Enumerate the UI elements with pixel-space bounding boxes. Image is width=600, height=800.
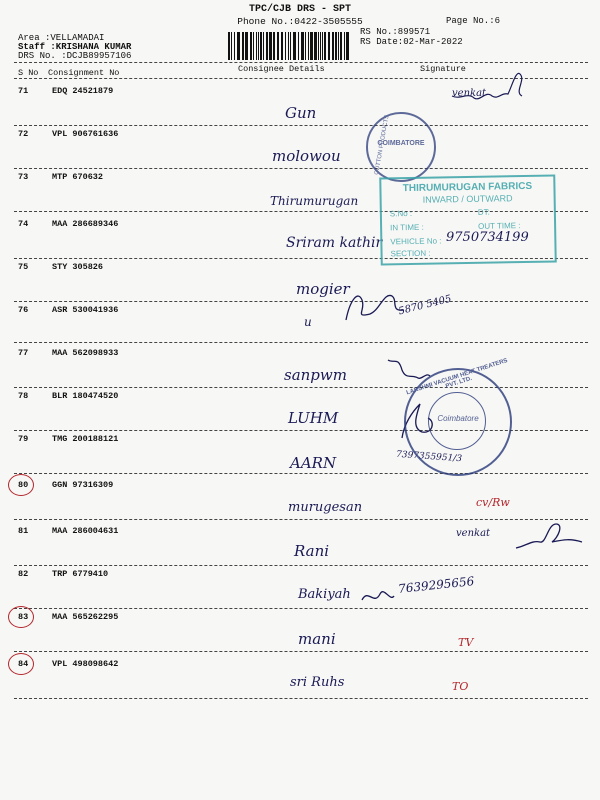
row-divider — [14, 565, 588, 566]
row-consignee-name: AARN — [290, 454, 337, 472]
row-consignment: MAA 562098933 — [52, 348, 119, 358]
round-stamp-lakshmi — [404, 357, 512, 476]
row-consignment: MAA 286004631 — [52, 526, 119, 536]
row-sno: 71 — [18, 86, 29, 96]
area-label: Area :VELLAMADAI — [18, 33, 105, 43]
barcode-bar — [298, 32, 299, 60]
stamp-ring-text: LAKSHMI VACUUM HEAT TREATERS PVT. LTD. — [405, 357, 509, 397]
stamp-field-out: OUT TIME : — [478, 221, 521, 231]
row-divider — [14, 698, 588, 699]
row-sno: 83 — [18, 612, 29, 622]
row-divider — [14, 387, 588, 388]
col-signature: Signature — [420, 64, 466, 74]
row-consignment: MTP 670632 — [52, 172, 104, 182]
handwritten-phone: 7397355951/3 — [395, 449, 463, 465]
signature-mark — [450, 66, 530, 108]
fabrics-inward-stamp — [379, 174, 557, 265]
row-sno: 84 — [18, 659, 29, 669]
barcode-bar — [310, 32, 313, 60]
handwritten-phone: 9750734199 — [446, 230, 529, 245]
row-consignment: VPL 498098642 — [52, 659, 119, 669]
row-sno: 76 — [18, 305, 29, 315]
barcode-bar — [245, 32, 248, 60]
rs-date: RS Date:02-Mar-2022 — [360, 37, 463, 47]
barcode-bar — [281, 32, 283, 60]
stamp-field-vehicle: VEHICLE No : — [390, 236, 442, 247]
barcode-bar — [328, 32, 330, 60]
signature-scribble — [450, 66, 530, 108]
barcode-bar — [318, 32, 319, 60]
document-title: TPC/CJB DRS - SPT — [248, 4, 352, 15]
barcode-bar — [258, 32, 259, 60]
row-consignment: ASR 530041936 — [52, 305, 119, 315]
barcode — [226, 32, 352, 60]
barcode-bar — [338, 32, 339, 60]
stamp-city: Coimbatore — [437, 414, 479, 423]
row-sno: 74 — [18, 219, 29, 229]
barcode-bar — [305, 32, 306, 60]
row-divider — [14, 342, 588, 343]
barcode-bar — [263, 32, 264, 60]
row-consignee-name: Rani — [294, 542, 330, 560]
signature-mark — [512, 518, 584, 558]
drs-number: DRS No. :DCJB89957106 — [18, 51, 132, 61]
handwritten-note: TO — [452, 680, 469, 693]
row-consignee-name: u — [304, 315, 312, 329]
row-consignee-name: Gun — [285, 104, 317, 122]
row-consignment: GGN 97316309 — [52, 480, 114, 490]
barcode-bar — [242, 32, 244, 60]
row-consignment: STY 305826 — [52, 262, 104, 272]
row-sno: 82 — [18, 569, 29, 579]
row-consignment: TMG 200188121 — [52, 434, 119, 444]
barcode-bar — [253, 32, 254, 60]
row-consignment: MAA 286689346 — [52, 219, 119, 229]
row-consignee-name: Thirumurugan — [270, 194, 359, 208]
barcode-bar — [308, 32, 309, 60]
row-consignee-name: LUHM — [288, 409, 339, 427]
barcode-bar — [322, 32, 323, 60]
stamp-field-in: IN TIME : — [390, 222, 424, 233]
row-consignee-name: Bakiyah — [298, 587, 351, 602]
row-consignee-name: sanpwm — [284, 366, 347, 384]
row-consignee-name: sri Ruhs — [290, 675, 345, 690]
row-consignee-name: mogier — [296, 280, 350, 298]
signature-mark — [360, 582, 396, 610]
stamp-field-sno: S.No : — [389, 208, 413, 219]
row-sno: 80 — [18, 480, 29, 490]
barcode-bar — [231, 32, 232, 60]
header-divider-top — [14, 62, 588, 63]
barcode-bar — [314, 32, 317, 60]
barcode-bar — [346, 32, 349, 60]
row-divider — [14, 651, 588, 652]
page-number: Page No.:6 — [446, 16, 501, 26]
barcode-bar — [273, 32, 275, 60]
row-consignee-name: murugesan — [288, 500, 363, 515]
row-sno: 72 — [18, 129, 29, 139]
handwritten-note: cv/Rw — [476, 496, 510, 509]
stamp-field-section: SECTION : — [390, 248, 431, 259]
signature-text: venkat — [452, 88, 487, 99]
stamp-subtitle: INWARD / OUTWARD — [422, 193, 513, 205]
signature-scribble — [340, 280, 410, 328]
row-consignee-name: molowou — [272, 147, 341, 165]
barcode-bar — [340, 32, 342, 60]
barcode-bar — [320, 32, 321, 60]
barcode-bar — [288, 32, 289, 60]
barcode-bar — [285, 32, 286, 60]
row-sno: 75 — [18, 262, 29, 272]
barcode-graphic — [226, 32, 352, 60]
col-consignment: Consignment No — [48, 68, 120, 78]
signature-text: venkat — [456, 528, 491, 539]
row-divider — [14, 519, 588, 520]
stamp-ring-text: COTTON PRODUCTS — [374, 114, 391, 176]
row-divider — [14, 301, 588, 302]
row-consignment: EDQ 24521879 — [52, 86, 114, 96]
barcode-bar — [228, 32, 230, 60]
barcode-bar — [301, 32, 304, 60]
stamp-field-dt: DT: — [477, 207, 490, 217]
signature-scribble — [360, 582, 396, 610]
staff-label: Staff :KRISHANA KUMAR — [18, 42, 132, 52]
row-sno: 81 — [18, 526, 29, 536]
row-sno: 73 — [18, 172, 29, 182]
signature-scribble — [512, 518, 584, 558]
col-sno: S No — [18, 68, 39, 78]
barcode-bar — [256, 32, 257, 60]
row-consignee-name: mani — [298, 630, 336, 648]
barcode-bar — [293, 32, 296, 60]
row-divider — [14, 608, 588, 609]
barcode-bar — [290, 32, 291, 60]
barcode-bar — [237, 32, 240, 60]
handwritten-phone: 7639295656 — [397, 574, 475, 596]
row-divider — [14, 125, 588, 126]
stamp-title: THIRUMURUGAN FABRICS — [402, 180, 533, 195]
barcode-bar — [260, 32, 262, 60]
round-stamp-cotton — [366, 112, 436, 182]
barcode-bar — [335, 32, 337, 60]
rs-number: RS No.:899571 — [360, 27, 431, 37]
row-sno: 79 — [18, 434, 29, 444]
stamp-city: COIMBATORE — [377, 140, 425, 147]
barcode-bar — [266, 32, 268, 60]
row-sno: 78 — [18, 391, 29, 401]
col-consignee: Consignee Details — [238, 64, 325, 74]
row-divider — [14, 168, 588, 169]
barcode-bar — [277, 32, 279, 60]
barcode-bar — [324, 32, 326, 60]
barcode-bar — [250, 32, 252, 60]
barcode-bar — [344, 32, 345, 60]
barcode-bar — [269, 32, 272, 60]
phone-number: Phone No.:0422-3505555 — [237, 16, 363, 27]
row-divider — [14, 473, 588, 474]
signature-mark — [340, 280, 410, 328]
barcode-bar — [234, 32, 235, 60]
row-consignment: TRP 6779410 — [52, 569, 109, 579]
handwritten-note: TV — [458, 636, 474, 649]
row-consignment: MAA 565262295 — [52, 612, 119, 622]
barcode-bar — [332, 32, 334, 60]
row-consignment: VPL 906761636 — [52, 129, 119, 139]
row-consignment: BLR 180474520 — [52, 391, 119, 401]
row-consignee-name: Sriram kathir — [286, 235, 383, 251]
table-row — [0, 659, 600, 715]
row-sno: 77 — [18, 348, 29, 358]
handwritten-note: 5870 5405 — [397, 293, 453, 318]
